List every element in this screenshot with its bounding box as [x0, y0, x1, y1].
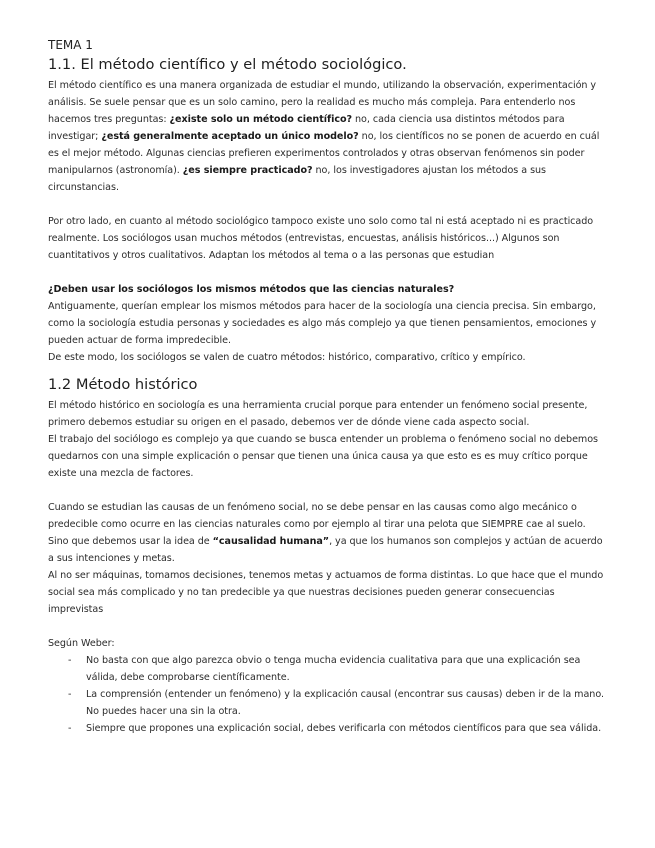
text-run: no, los científicos no se ponen de acuerdo en cuál es el mejor método. Algunas ciencias prefieren experimentos controlados y otras observan fenómenos sin poder manipularnos (astronomía). — [48, 131, 600, 176]
list-item: - No basta con que algo parezca obvio o tenga mucha evidencia cualitativa para que una explicación sea válida, debe comprobarse científicamente. — [48, 652, 607, 686]
paragraph-scientific-method — [48, 77, 607, 196]
text-run: no, los investigadores ajustan los métodos a sus circunstancias. — [48, 165, 546, 193]
text-run: El método científico es una manera organizada de estudiar el mundo, utilizando la observación, experimentación y análisis. Se suele pensar que es un solo camino, pero la realidad es mucho más compleja. Para entenderlo nos hacemos tres preguntas: — [48, 80, 597, 125]
paragraph-natural-sciences: Antiguamente, querían emplear los mismos métodos para hacer de la sociología una ciencia precisa. Sin embargo, como la sociología estudia personas y sociedades es algo más complejo ya que tienen pensamientos, emociones y pueden actuar de forma impredecible. — [48, 301, 597, 346]
text-run: no, cada ciencia usa distintos métodos para investigar; — [48, 114, 565, 142]
question-two: ¿está generalmente aceptado un único modelo? — [101, 131, 359, 142]
section-title-1-1: 1.1. El método científico y el método sociológico. — [48, 56, 407, 73]
paragraph-historical-method: El método histórico en sociología es una herramienta crucial porque para entender un fenómeno social presente, primero debemos estudiar su origen en el pasado, debemos ver de dónde viene cada aspecto social. — [48, 400, 588, 428]
question-one: ¿existe solo un método científico? — [169, 114, 353, 125]
text-run: Cuando se estudian las causas de un fenómeno social, no se debe pensar en las causas como algo mecánico o predecible como ocurre en las ciencias naturales como por ejemplo al tirar una pelota que SIEMPRE cae al suelo. Sino que debemos usar la idea de — [48, 502, 586, 547]
section-title-1-2: 1.2 Método histórico — [48, 376, 198, 393]
paragraph-sociological-method: Por otro lado, en cuanto al método sociológico tampoco existe uno solo como tal ni está aceptado ni es practicado realmente. Los sociólogos usan muchos métodos (entrevistas, encuestas, análisis históricos...) Algunos son cuantitativos y otros cualitativos. Adaptan los métodos al tema o a las personas que estudian — [48, 216, 594, 261]
question-four: ¿Deben usar los sociólogos los mismos métodos que las ciencias naturales? — [48, 284, 455, 295]
list-item: - Siempre que propones una explicación social, debes verificarla con métodos científicos para que sea válida. — [48, 720, 607, 737]
list-item: - La comprensión (entender un fenómeno) y la explicación causal (encontrar sus causas) deben ir de la mano. No puedes hacer una sin la otra. — [48, 686, 607, 720]
human-causality-term: “causalidad humana” — [212, 536, 330, 547]
question-heading — [48, 281, 607, 298]
paragraph-sociologist-work: El trabajo del sociólogo es complejo ya que cuando se busca entender un problema o fenómeno social no debemos quedarnos con una simple explicación o pensar que tienen una única causa ya que esto es es muy crítico porque existe una mezcla de factores. — [48, 434, 598, 479]
unit-label: TEMA 1 — [48, 38, 93, 52]
text-run: , ya que los humanos son complejos y actúan de acuerdo a sus intenciones y metas. — [48, 536, 603, 564]
paragraph-four-methods: De este modo, los sociólogos se valen de cuatro métodos: histórico, comparativo, crítico y empírico. — [48, 352, 526, 363]
paragraph-human-causality — [48, 499, 607, 567]
paragraph-decisions: Al no ser máquinas, tomamos decisiones, tenemos metas y actuamos de forma distintas. Lo que hace que el mundo social sea más complicado y no tan predecible ya que nuestras decisiones pueden generar consecuencias imprevistas — [48, 570, 604, 615]
weber-label: Según Weber: — [48, 638, 115, 649]
question-three: ¿es siempre practicado? — [182, 165, 313, 176]
weber-list — [48, 652, 607, 737]
